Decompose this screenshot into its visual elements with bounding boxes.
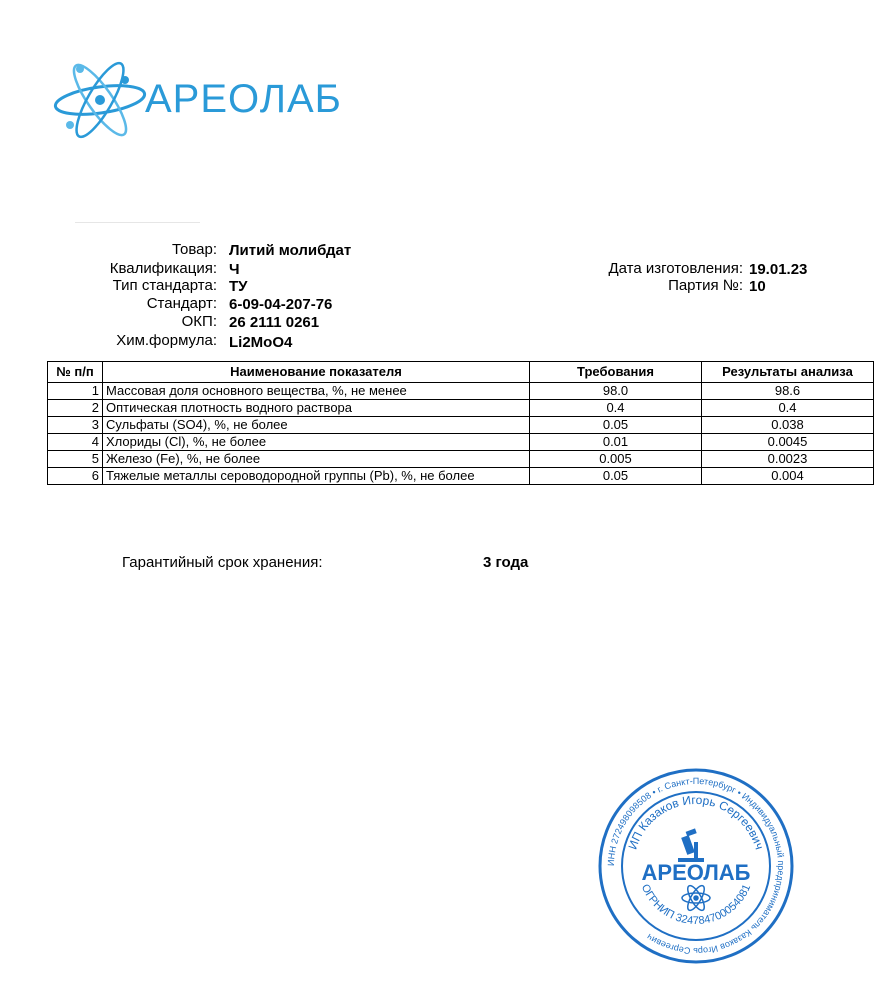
row-name: Массовая доля основного вещества, %, не менее (103, 383, 530, 400)
field-label-qualification: Квалификация: (109, 260, 217, 277)
table-header-row (48, 362, 874, 383)
table-row (48, 468, 874, 485)
field-label-formula: Хим.формула: (116, 332, 217, 349)
field-value-okp: 26 2111 0261 (229, 314, 320, 331)
row-name: Сульфаты (SO4), %, не более (103, 417, 530, 434)
row-result: 98.6 (702, 383, 874, 400)
row-result: 0.0045 (702, 434, 874, 451)
field-value-batch: 10 (749, 278, 766, 295)
divider (75, 222, 200, 223)
analysis-table (47, 361, 874, 485)
row-requirement: 0.05 (530, 468, 702, 485)
table-row (48, 400, 874, 417)
field-label-manufacture-date: Дата изготовления: (608, 260, 743, 277)
stamp-inner-bottom-text: ОГРНИП 324784700054081 (638, 882, 754, 927)
field-value-standard: 6-09-04-207-76 (229, 296, 333, 313)
field-label-batch: Партия №: (668, 277, 743, 294)
table-row (48, 451, 874, 468)
field-value-formula: Li2MoO4 (229, 334, 293, 351)
row-requirement: 0.05 (530, 417, 702, 434)
row-name: Оптическая плотность водного раствора (103, 400, 530, 417)
row-name: Тяжелые металлы сероводородной группы (Pb), %, не более (103, 468, 530, 485)
row-number: 6 (48, 468, 103, 485)
field-label-product: Товар: (172, 241, 217, 258)
table-row (48, 417, 874, 434)
row-requirement: 0.01 (530, 434, 702, 451)
atom-icon (50, 55, 150, 145)
field-label-okp: ОКП: (181, 313, 217, 330)
row-result: 0.0023 (702, 451, 874, 468)
field-value-product: Литий молибдат (229, 242, 352, 259)
logo-text: АРЕОЛАБ (145, 77, 342, 121)
atom-icon (682, 883, 710, 912)
field-value-qualification: Ч (229, 261, 240, 278)
field-value-standard-type: ТУ (229, 278, 248, 295)
header-number: № п/п (48, 362, 103, 383)
warranty-label: Гарантийный срок хранения: (122, 554, 323, 571)
row-number: 1 (48, 383, 103, 400)
row-requirement: 98.0 (530, 383, 702, 400)
field-label-standard-type: Тип стандарта: (112, 277, 217, 294)
stamp-center-text: АРЕОЛАБ (641, 860, 751, 885)
row-result: 0.038 (702, 417, 874, 434)
row-result: 0.4 (702, 400, 874, 417)
stamp-inner-top-text: ИП Казаков Игорь Сергеевич (625, 792, 767, 852)
row-result: 0.004 (702, 468, 874, 485)
warranty-value: 3 года (483, 554, 529, 571)
row-requirement: 0.005 (530, 451, 702, 468)
row-requirement: 0.4 (530, 400, 702, 417)
microscope-icon (678, 828, 704, 862)
header-name: Наименование показателя (103, 362, 530, 383)
row-number: 5 (48, 451, 103, 468)
row-name: Железо (Fe), %, не более (103, 451, 530, 468)
table-row (48, 383, 874, 400)
row-number: 4 (48, 434, 103, 451)
company-stamp (598, 768, 794, 964)
row-number: 3 (48, 417, 103, 434)
row-number: 2 (48, 400, 103, 417)
header-requirements: Требования (530, 362, 702, 383)
table-row (48, 434, 874, 451)
row-name: Хлориды (Cl), %, не более (103, 434, 530, 451)
header-results: Результаты анализа (702, 362, 874, 383)
field-value-manufacture-date: 19.01.23 (749, 261, 808, 278)
stamp-outer-text: ИНН 272498098508 • г. Санкт-Петербург • Индивидуальный предприниматель Казаков Игорь Сергеевич (605, 775, 787, 957)
company-logo (50, 55, 340, 145)
field-label-standard: Стандарт: (146, 295, 217, 312)
